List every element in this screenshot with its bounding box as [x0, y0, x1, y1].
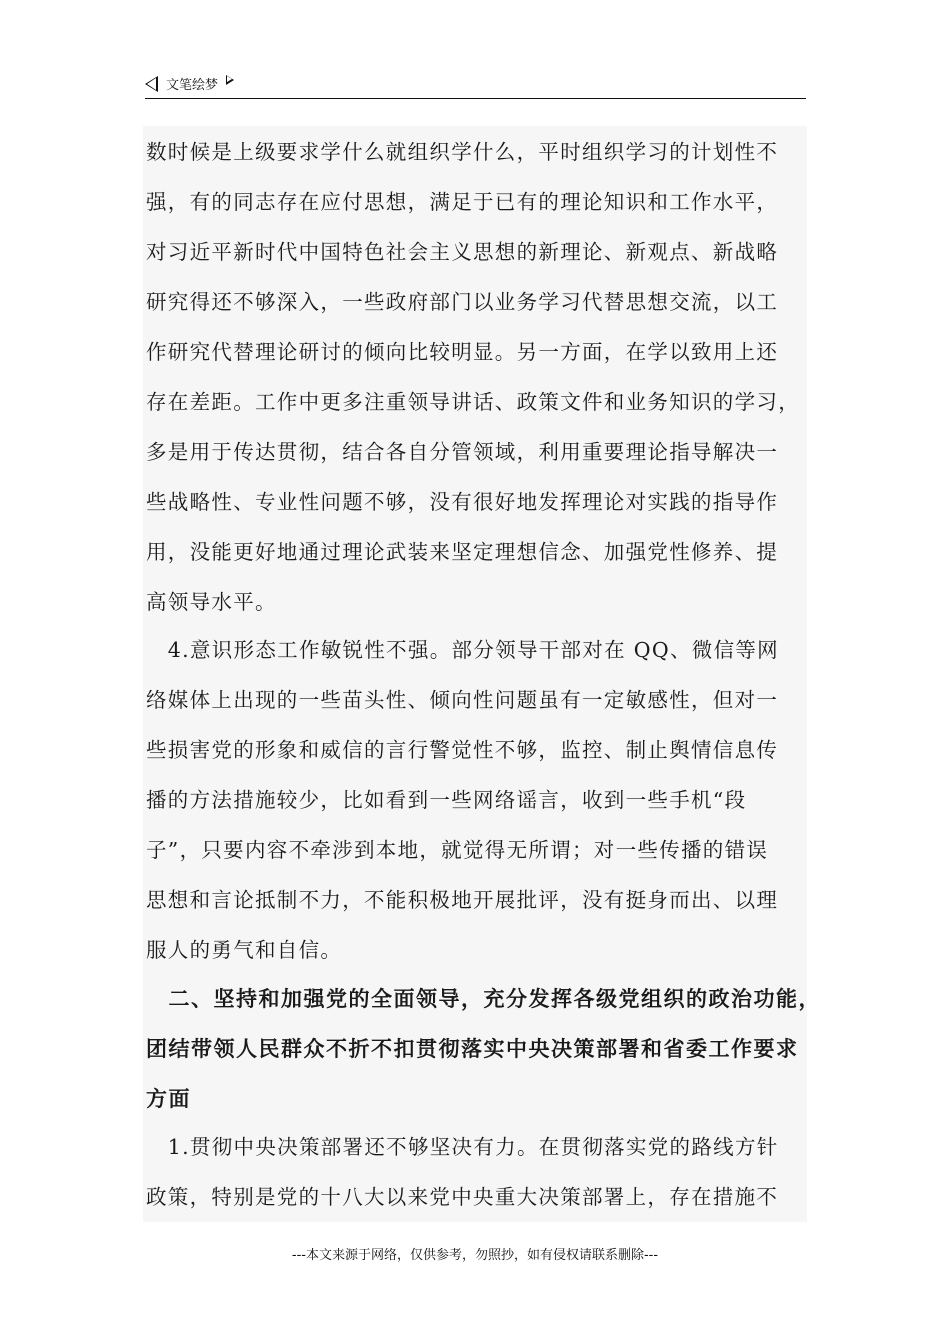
text-line: 作研究代替理论研讨的倾向比较明显。另一方面，在学以致用上还: [146, 340, 779, 364]
text-line: 存在差距。工作中更多注重领导讲话、政策文件和业务知识的学习，: [146, 390, 800, 414]
text-line: 1.贯彻中央决策部署还不够坚决有力。在贯彻落实党的路线方针: [146, 1135, 779, 1159]
paragraph-ideology: [146, 625, 810, 975]
text-line: 络媒体上出现的一些苗头性、倾向性问题虽有一定敏感性，但对一: [146, 688, 779, 712]
page-footer: ---本文来源于网络，仅供参考，勿照抄，如有侵权请联系删除---: [291, 1248, 659, 1263]
text-line: 用，没能更好地通过理论武装来坚定理想信念、加强党性修养、提: [146, 540, 779, 564]
text-line: 多是用于传达贯彻，结合各自分管领域，利用重要理论指导解决一: [146, 440, 779, 464]
text-line: 些战略性、专业性问题不够，没有很好地发挥理论对实践的指导作: [146, 490, 779, 514]
text-line: 数时候是上级要求学什么就组织学什么，平时组织学习的计划性不: [146, 140, 779, 164]
text-line: 4.意识形态工作敏锐性不强。部分领导干部对在 QQ、微信等网: [146, 638, 779, 662]
text-line: 政策，特别是党的十八大以来党中央重大决策部署上，存在措施不: [146, 1185, 779, 1209]
section-heading: [146, 974, 821, 1124]
page-header: [145, 72, 806, 99]
heading-line: 方面: [146, 1087, 191, 1111]
text-line: 些损害党的形象和威信的言行警觉性不够，监控、制止舆情信息传: [146, 738, 779, 762]
heading-line: 团结带领人民群众不折不扣贯彻落实中央决策部署和省委工作要求: [146, 1037, 799, 1061]
left-triangle-icon: [145, 76, 158, 92]
heading-line: 二、坚持和加强党的全面领导，充分发挥各级党组织的政治功能，: [146, 987, 821, 1011]
text-line: 研究得还不够深入，一些政府部门以业务学习代替思想交流，以工: [146, 290, 779, 314]
text-line: 思想和言论抵制不力，不能积极地开展批评，没有挺身而出、以理: [146, 888, 779, 912]
paragraph-implementation: [146, 1122, 810, 1222]
text-line: 播的方法措施较少，比如看到一些网络谣言，收到一些手机“段: [146, 788, 747, 812]
right-triangle-icon: [226, 75, 234, 85]
text-line: 子”，只要内容不牵涉到本地，就觉得无所谓；对一些传播的错误: [146, 838, 769, 862]
text-line: 强，有的同志存在应付思想，满足于已有的理论知识和工作水平，: [146, 190, 779, 214]
header-title: 文笔绘梦: [166, 78, 219, 93]
text-line: 高领导水平。: [146, 590, 277, 614]
header-brand: [145, 74, 234, 93]
paragraph-study: [146, 127, 810, 627]
text-line: 服人的勇气和自信。: [146, 938, 343, 962]
text-line: 对习近平新时代中国特色社会主义思想的新理论、新观点、新战略: [146, 240, 779, 264]
